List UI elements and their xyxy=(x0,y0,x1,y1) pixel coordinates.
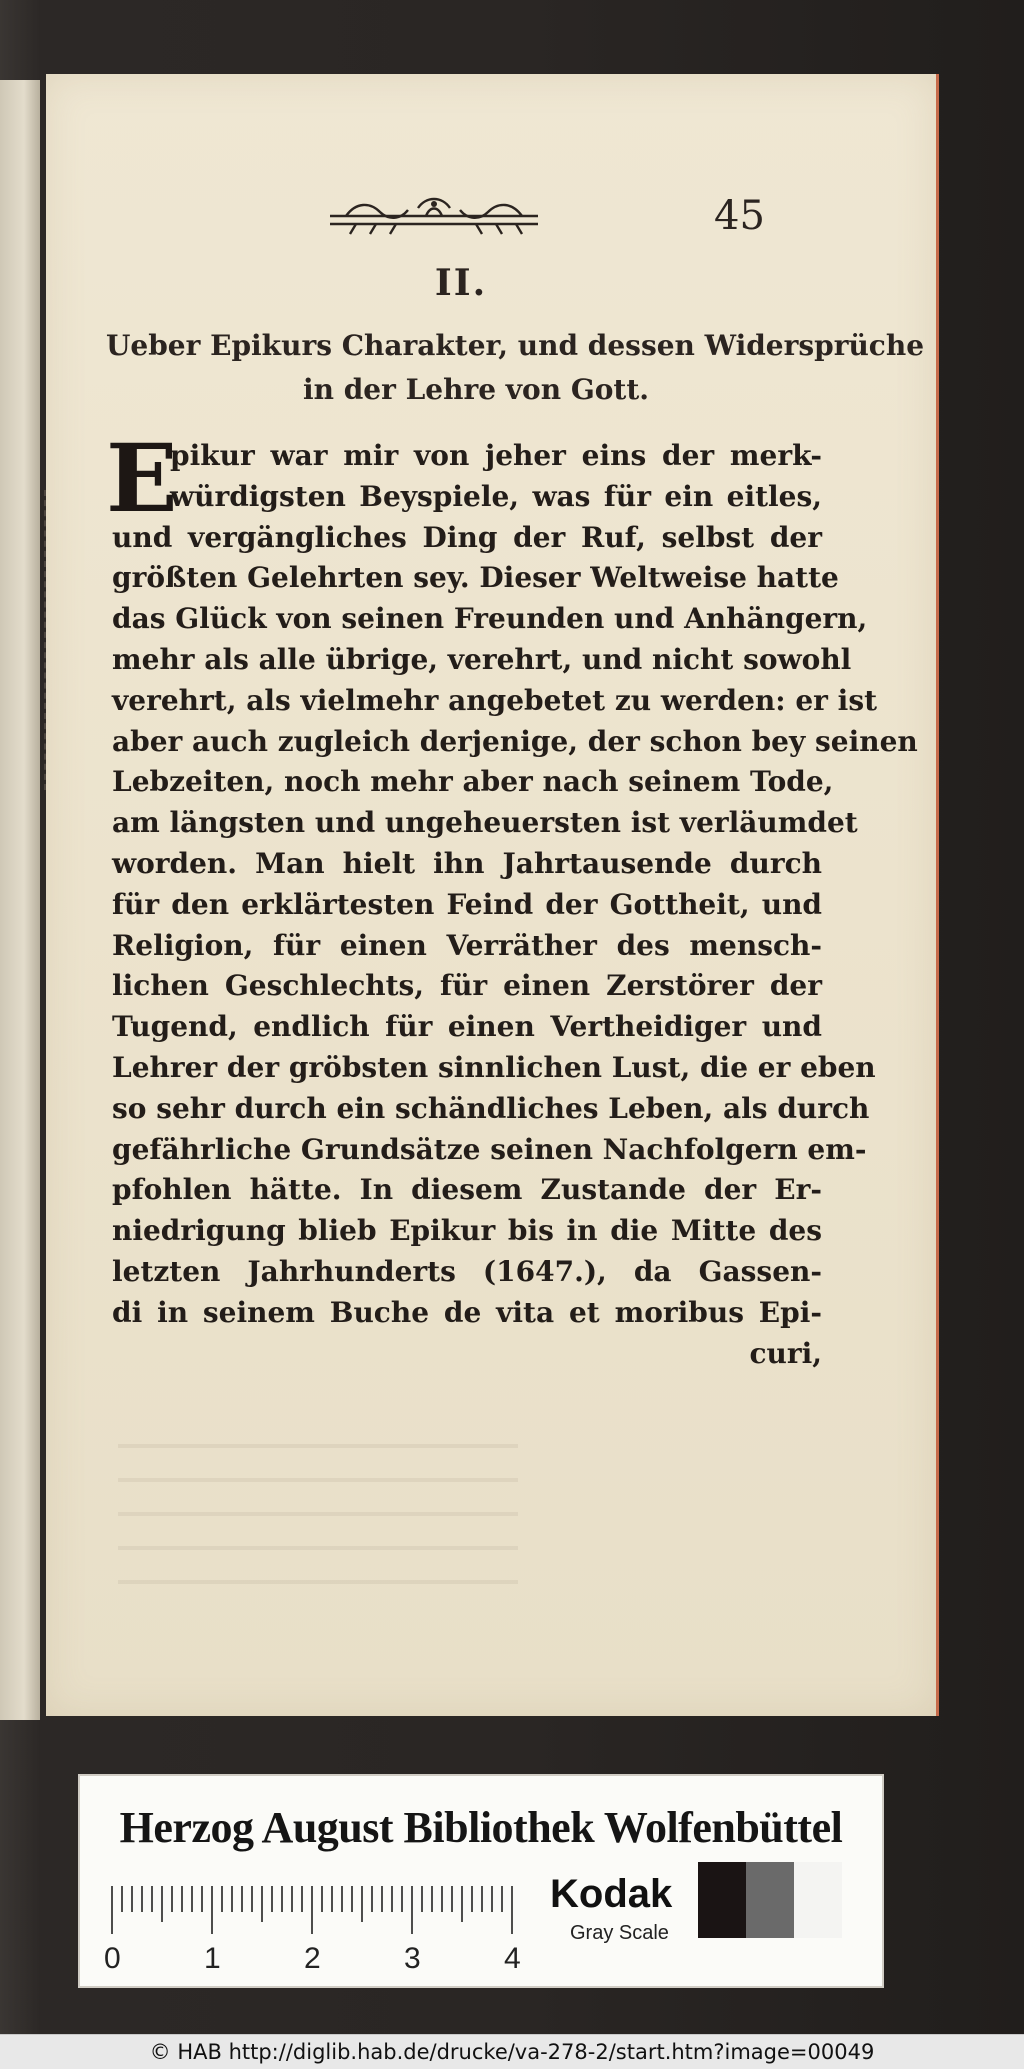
library-name: Herzog August Bibliothek Wolfenbüttel xyxy=(119,1803,843,1852)
book-page xyxy=(46,74,939,1716)
text-line: letzten Jahrhunderts (1647.), da Gassen- xyxy=(112,1254,822,1288)
text-line: di in seinem Buche de vita et moribus Epi- xyxy=(112,1295,822,1329)
ruler-number: 2 xyxy=(304,1942,321,1975)
text-line: pfohlen hätte. In diesem Zustande der Er- xyxy=(112,1173,822,1207)
text-line: das Glück von seinen Freunden und Anhängern, xyxy=(112,602,868,636)
ruler xyxy=(104,1882,606,1975)
chapter-title xyxy=(106,324,925,412)
text-line: Lebzeiten, noch mehr aber nach seinem Tode, xyxy=(112,765,834,799)
swatch-black xyxy=(698,1862,746,1938)
text-line: Religion, für einen Verräther des mensch- xyxy=(112,928,822,962)
text-line: worden. Man hielt ihn Jahrtausende durch xyxy=(112,846,822,880)
gray-scale-swatches xyxy=(698,1862,842,1938)
body-text xyxy=(106,424,918,1374)
text-line: mehr als alle übrige, verehrt, und nicht sowohl xyxy=(112,642,852,676)
previous-page-edge xyxy=(0,80,40,1720)
text-line: verehrt, als vielmehr angebetet zu werden: er ist xyxy=(112,683,878,717)
text-line: für den erklärtesten Feind der Gottheit, und xyxy=(112,887,822,921)
text-line: Lehrer der gröbsten sinnlichen Lust, die er eben xyxy=(112,1050,876,1084)
swatch-white xyxy=(794,1862,842,1938)
kodak-logo: Kodak xyxy=(550,1872,673,1916)
text-line: größten Gelehrten sey. Dieser Weltweise hatte xyxy=(112,561,839,595)
copyright-footer: © HAB http://diglib.hab.de/drucke/va-278-2/start.htm?image=00049 xyxy=(0,2034,1024,2069)
chapter-title-line: Ueber Epikurs Charakter, und dessen Widersprüche xyxy=(106,329,925,362)
ruler-number: 3 xyxy=(404,1942,421,1975)
ruler-number: 4 xyxy=(504,1942,521,1975)
ruler-number: 1 xyxy=(204,1942,221,1975)
chapter-number: II. xyxy=(434,262,488,304)
ruler-number: 0 xyxy=(104,1942,121,1975)
text-line: pikur war mir von jeher eins der merk- xyxy=(170,439,822,472)
text-line: am längsten und ungeheuersten ist verläumdet xyxy=(112,806,858,840)
text-line: so sehr durch ein schändliches Leben, als durch xyxy=(112,1091,870,1125)
drop-cap: E xyxy=(106,424,178,534)
text-line: niedrigung blieb Epikur bis in die Mitte des xyxy=(112,1214,822,1248)
text-line: lichen Geschlechts, für einen Zerstörer der xyxy=(112,969,822,1003)
color-calibration-card xyxy=(78,1774,884,1988)
gray-scale-label: Gray Scale xyxy=(570,1922,669,1944)
chapter-title-line: in der Lehre von Gott. xyxy=(302,373,650,406)
page-number: 45 xyxy=(714,193,765,239)
catchword: curi, xyxy=(749,1336,822,1370)
text-line: Tugend, endlich für einen Vertheidiger und xyxy=(112,1010,822,1044)
text-line: aber auch zugleich derjenige, der schon bey seinen xyxy=(112,724,918,758)
text-line: gefährliche Grundsätze seinen Nachfolgern em- xyxy=(112,1132,867,1166)
page-header xyxy=(46,186,936,256)
text-line: und vergängliches Ding der Ruf, selbst der xyxy=(112,520,822,554)
show-through-text xyxy=(118,1414,518,1614)
headpiece-ornament-icon xyxy=(326,194,542,238)
swatch-gray xyxy=(746,1862,794,1938)
text-line: würdigsten Beyspiele, was für ein eitles, xyxy=(170,479,822,513)
